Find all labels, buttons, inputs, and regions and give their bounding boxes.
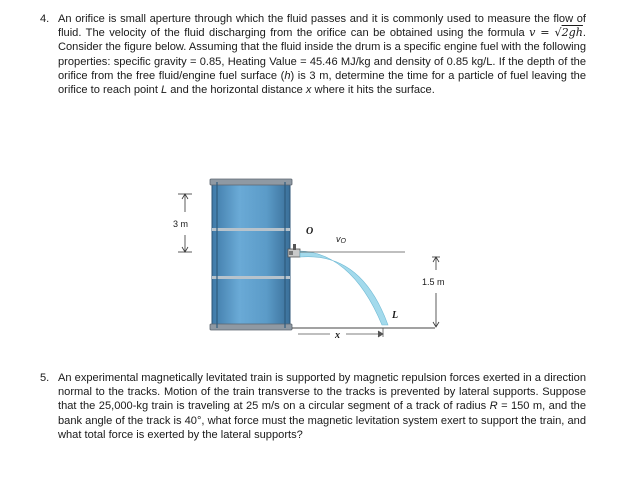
problem-text-segment: ) is 3 m, determine the time for a particle of fuel leaving the orifice to reach point — [58, 69, 586, 97]
fluid-jet — [300, 251, 388, 325]
problem-5 — [40, 371, 586, 442]
drum-hoop — [212, 228, 290, 231]
problem-4-text — [58, 12, 586, 97]
problem-number: 4. — [40, 13, 50, 25]
problem-number: 5. — [40, 372, 50, 384]
problem-text-segment: . Consider the figure below. Assuming that the fluid inside the drum is a specific engine fuel with the following properties: specific gravity = 0.85, Heating Value = 45.46 MJ/kg and density of 0.85 kg/L. If the depth of the orifice from the free fluid/engine fuel surface ( — [58, 27, 586, 82]
formula-lhs: v — [529, 26, 536, 40]
orifice-label: O — [306, 226, 314, 237]
problem-5-text — [58, 371, 586, 442]
depth-label: 3 m — [173, 219, 189, 229]
height-dimension — [432, 257, 440, 327]
point-L-label: L — [392, 310, 399, 321]
formula-equals: = — [535, 26, 555, 40]
distance-x-label: x — [335, 330, 340, 341]
x-symbol: x — [305, 84, 312, 97]
problem-text-segment: An orifice is small aperture through which the fluid passes and it is commonly used to measure the flow of fluid. The velocity of the fluid discharging from the orifice can be obtained using the formula — [58, 13, 586, 40]
drum-hoop — [212, 276, 290, 279]
formula-radicand: 2gh — [561, 26, 583, 40]
R-symbol: R — [489, 400, 498, 413]
drum — [210, 179, 292, 330]
velocity-formula — [529, 26, 583, 39]
L-symbol: L — [160, 84, 168, 97]
drum-bottom-rim — [210, 324, 292, 330]
formula-root: √ — [554, 26, 562, 40]
drum-top-rim — [210, 179, 292, 185]
problem-4 — [40, 12, 586, 97]
problem-text-segment: = 150 m, and the bank angle of the track is 40°, what force must the magnetic levitation system exert to support the train, and what total force is exerted by the lateral supports? — [58, 400, 586, 441]
h-symbol: h — [284, 69, 291, 82]
horizontal-distance-dimension — [298, 328, 383, 337]
problem-text-segment: where it hits the surface. — [311, 84, 435, 97]
orifice-drum-figure — [160, 172, 460, 342]
velocity-label: vO — [336, 234, 346, 245]
problem-text-segment: An experimental magnetically levitated train is supported by magnetic repulsion forces exerted in a direction normal to the tracks. Motion of the train transverse to the tracks is prevented by lateral supports. Suppose that the 25,000-kg train is traveling at 25 m/s on a circular segment of a track of radius — [58, 372, 586, 413]
problem-text-segment: and the horizontal distance — [167, 84, 306, 97]
height-label: 1.5 m — [422, 277, 445, 287]
